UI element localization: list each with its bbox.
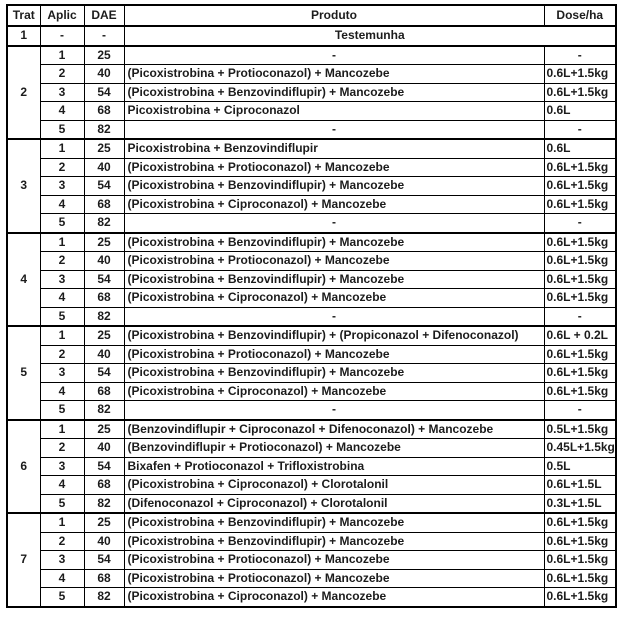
treatment-table [6,4,617,608]
dose-cell: 0.6L [544,139,616,158]
dae-cell: 82 [84,588,124,607]
aplic-cell: 3 [40,83,84,102]
aplic-cell: 3 [40,364,84,383]
produto-cell: (Benzovindiflupir + Ciproconazol + Difenoconazol) + Mancozebe [124,420,544,439]
column-header-dose: Dose/ha [544,5,616,26]
aplic-cell: 1 [40,233,84,252]
dae-cell: 25 [84,326,124,345]
dae-cell: 54 [84,83,124,102]
produto-cell: (Picoxistrobina + Protioconazol) + Mancozebe [124,569,544,588]
dae-cell: 54 [84,457,124,476]
dae-cell: 82 [84,401,124,420]
dose-cell: 0.6L+1.5kg [544,158,616,177]
aplic-cell: 5 [40,214,84,233]
aplic-cell: 2 [40,532,84,551]
dae-cell: 54 [84,270,124,289]
produto-cell: (Picoxistrobina + Protioconazol) + Mancozebe [124,158,544,177]
aplic-cell: 4 [40,569,84,588]
produto-cell: (Benzovindiflupir + Protioconazol) + Mancozebe [124,439,544,458]
produto-cell: (Picoxistrobina + Ciproconazol) + Clorotalonil [124,476,544,495]
dose-cell: 0.6L+1.5kg [544,233,616,252]
dose-cell: 0.6L+1.5kg [544,345,616,364]
produto-cell: (Picoxistrobina + Protioconazol) + Mancozebe [124,252,544,271]
dae-cell: 82 [84,307,124,326]
produto-cell: - [124,46,544,65]
table-row [7,401,616,420]
dae-cell: 25 [84,46,124,65]
dae-cell: 54 [84,551,124,570]
produto-cell: - [124,307,544,326]
produto-cell: (Picoxistrobina + Protioconazol) + Mancozebe [124,345,544,364]
dae-cell: 40 [84,532,124,551]
table-row [7,46,616,65]
aplic-cell: 1 [40,513,84,532]
dose-cell: 0.6L+1.5kg [544,289,616,308]
produto-cell: (Picoxistrobina + Protioconazol) + Mancozebe [124,65,544,84]
table-row [7,364,616,383]
produto-cell: (Picoxistrobina + Ciproconazol) + Mancozebe [124,289,544,308]
aplic-cell: 4 [40,102,84,121]
aplic-cell: 1 [40,139,84,158]
aplic-cell: 4 [40,289,84,308]
table-row [7,83,616,102]
column-header-dae: DAE [84,5,124,26]
dae-cell: 82 [84,494,124,513]
dose-cell: - [544,120,616,139]
dae-cell: 40 [84,65,124,84]
aplic-cell: 2 [40,65,84,84]
dose-cell: 0.6L + 0.2L [544,326,616,345]
table-row [7,457,616,476]
trat-number-cell: 7 [7,513,40,607]
table-row [7,289,616,308]
aplic-cell: 5 [40,588,84,607]
table-row [7,326,616,345]
dose-cell: 0.6L+1.5kg [544,569,616,588]
aplic-cell: 5 [40,494,84,513]
table-row [7,158,616,177]
dose-cell: 0.6L+1.5L [544,476,616,495]
dae-cell: 40 [84,252,124,271]
table-row [7,569,616,588]
dose-cell: 0.6L+1.5kg [544,65,616,84]
dae-cell: 25 [84,420,124,439]
table-row [7,139,616,158]
aplic-cell: 2 [40,439,84,458]
treatment-table-body [7,26,616,607]
aplic-cell: 4 [40,195,84,214]
dae-cell: 68 [84,289,124,308]
aplic-cell: 5 [40,120,84,139]
table-row [7,494,616,513]
table-row [7,177,616,196]
table-row [7,307,616,326]
dose-cell: 0.45L+1.5kg [544,439,616,458]
dose-cell: - [544,307,616,326]
dose-cell: 0.6L+1.5kg [544,551,616,570]
produto-cell: Picoxistrobina + Benzovindiflupir [124,139,544,158]
dose-cell: 0.5L+1.5kg [544,420,616,439]
table-row [7,252,616,271]
dose-cell: 0.6L+1.5kg [544,588,616,607]
table-header-row [7,5,616,26]
produto-cell: Testemunha [124,26,616,46]
produto-cell: (Picoxistrobina + Benzovindiflupir) + Mancozebe [124,177,544,196]
aplic-cell: 3 [40,177,84,196]
produto-cell: - [124,214,544,233]
table-row [7,214,616,233]
dose-cell: 0.6L [544,102,616,121]
aplic-cell: 5 [40,401,84,420]
trat-number-cell: 6 [7,420,40,514]
dae-cell: 40 [84,158,124,177]
aplic-cell: 1 [40,420,84,439]
dae-cell: 82 [84,214,124,233]
aplic-cell: 1 [40,46,84,65]
aplic-cell: 5 [40,307,84,326]
dose-cell: 0.6L+1.5kg [544,382,616,401]
produto-cell: - [124,120,544,139]
dose-cell: 0.6L+1.5kg [544,513,616,532]
dose-cell: 0.6L+1.5kg [544,177,616,196]
dae-cell: 68 [84,195,124,214]
produto-cell: (Picoxistrobina + Benzovindiflupir) + Mancozebe [124,83,544,102]
aplic-cell: 3 [40,270,84,289]
dose-cell: 0.6L+1.5kg [544,252,616,271]
table-row [7,345,616,364]
column-header-trat: Trat [7,5,40,26]
table-row [7,195,616,214]
dae-cell: 54 [84,177,124,196]
dae-cell: 25 [84,513,124,532]
aplic-cell: 4 [40,476,84,495]
dose-cell: - [544,401,616,420]
table-row [7,382,616,401]
dae-cell: 68 [84,476,124,495]
table-row [7,476,616,495]
dae-cell: 68 [84,382,124,401]
produto-cell: (Picoxistrobina + Benzovindiflupir) + (Propiconazol + Difenoconazol) [124,326,544,345]
table-row [7,513,616,532]
table-row [7,26,616,46]
table-row [7,588,616,607]
dae-cell: - [84,26,124,46]
column-header-produto: Produto [124,5,544,26]
produto-cell: (Picoxistrobina + Ciproconazol) + Mancozebe [124,195,544,214]
dose-cell: 0.6L+1.5kg [544,364,616,383]
trat-number-cell: 4 [7,233,40,327]
produto-cell: Bixafen + Protioconazol + Trifloxistrobina [124,457,544,476]
table-row [7,551,616,570]
table-row [7,420,616,439]
dose-cell: 0.3L+1.5L [544,494,616,513]
produto-cell: (Picoxistrobina + Benzovindiflupir) + Mancozebe [124,532,544,551]
dae-cell: 68 [84,102,124,121]
produto-cell: (Difenoconazol + Ciproconazol) + Clorotalonil [124,494,544,513]
produto-cell: (Picoxistrobina + Benzovindiflupir) + Mancozebe [124,513,544,532]
table-row [7,532,616,551]
trat-number-cell: 3 [7,139,40,233]
trat-number-cell: 1 [7,26,40,46]
dose-cell: 0.6L+1.5kg [544,532,616,551]
dose-cell: - [544,46,616,65]
dae-cell: 40 [84,345,124,364]
dae-cell: 82 [84,120,124,139]
aplic-cell: - [40,26,84,46]
table-row [7,439,616,458]
dose-cell: 0.6L+1.5kg [544,195,616,214]
trat-number-cell: 5 [7,326,40,420]
dae-cell: 54 [84,364,124,383]
table-row [7,102,616,121]
table-row [7,270,616,289]
trat-number-cell: 2 [7,46,40,140]
dae-cell: 68 [84,569,124,588]
produto-cell: (Picoxistrobina + Ciproconazol) + Mancozebe [124,382,544,401]
table-row [7,233,616,252]
dae-cell: 40 [84,439,124,458]
produto-cell: (Picoxistrobina + Protioconazol) + Mancozebe [124,551,544,570]
produto-cell: Picoxistrobina + Ciproconazol [124,102,544,121]
dae-cell: 25 [84,233,124,252]
aplic-cell: 2 [40,158,84,177]
dose-cell: 0.6L+1.5kg [544,83,616,102]
dose-cell: 0.5L [544,457,616,476]
produto-cell: (Picoxistrobina + Ciproconazol) + Mancozebe [124,588,544,607]
dose-cell: 0.6L+1.5kg [544,270,616,289]
aplic-cell: 2 [40,345,84,364]
dae-cell: 25 [84,139,124,158]
aplic-cell: 3 [40,551,84,570]
produto-cell: - [124,401,544,420]
aplic-cell: 3 [40,457,84,476]
aplic-cell: 2 [40,252,84,271]
produto-cell: (Picoxistrobina + Benzovindiflupir) + Mancozebe [124,364,544,383]
produto-cell: (Picoxistrobina + Benzovindiflupir) + Mancozebe [124,270,544,289]
table-row [7,65,616,84]
table-row [7,120,616,139]
column-header-aplic: Aplic [40,5,84,26]
aplic-cell: 4 [40,382,84,401]
aplic-cell: 1 [40,326,84,345]
produto-cell: (Picoxistrobina + Benzovindiflupir) + Mancozebe [124,233,544,252]
dose-cell: - [544,214,616,233]
